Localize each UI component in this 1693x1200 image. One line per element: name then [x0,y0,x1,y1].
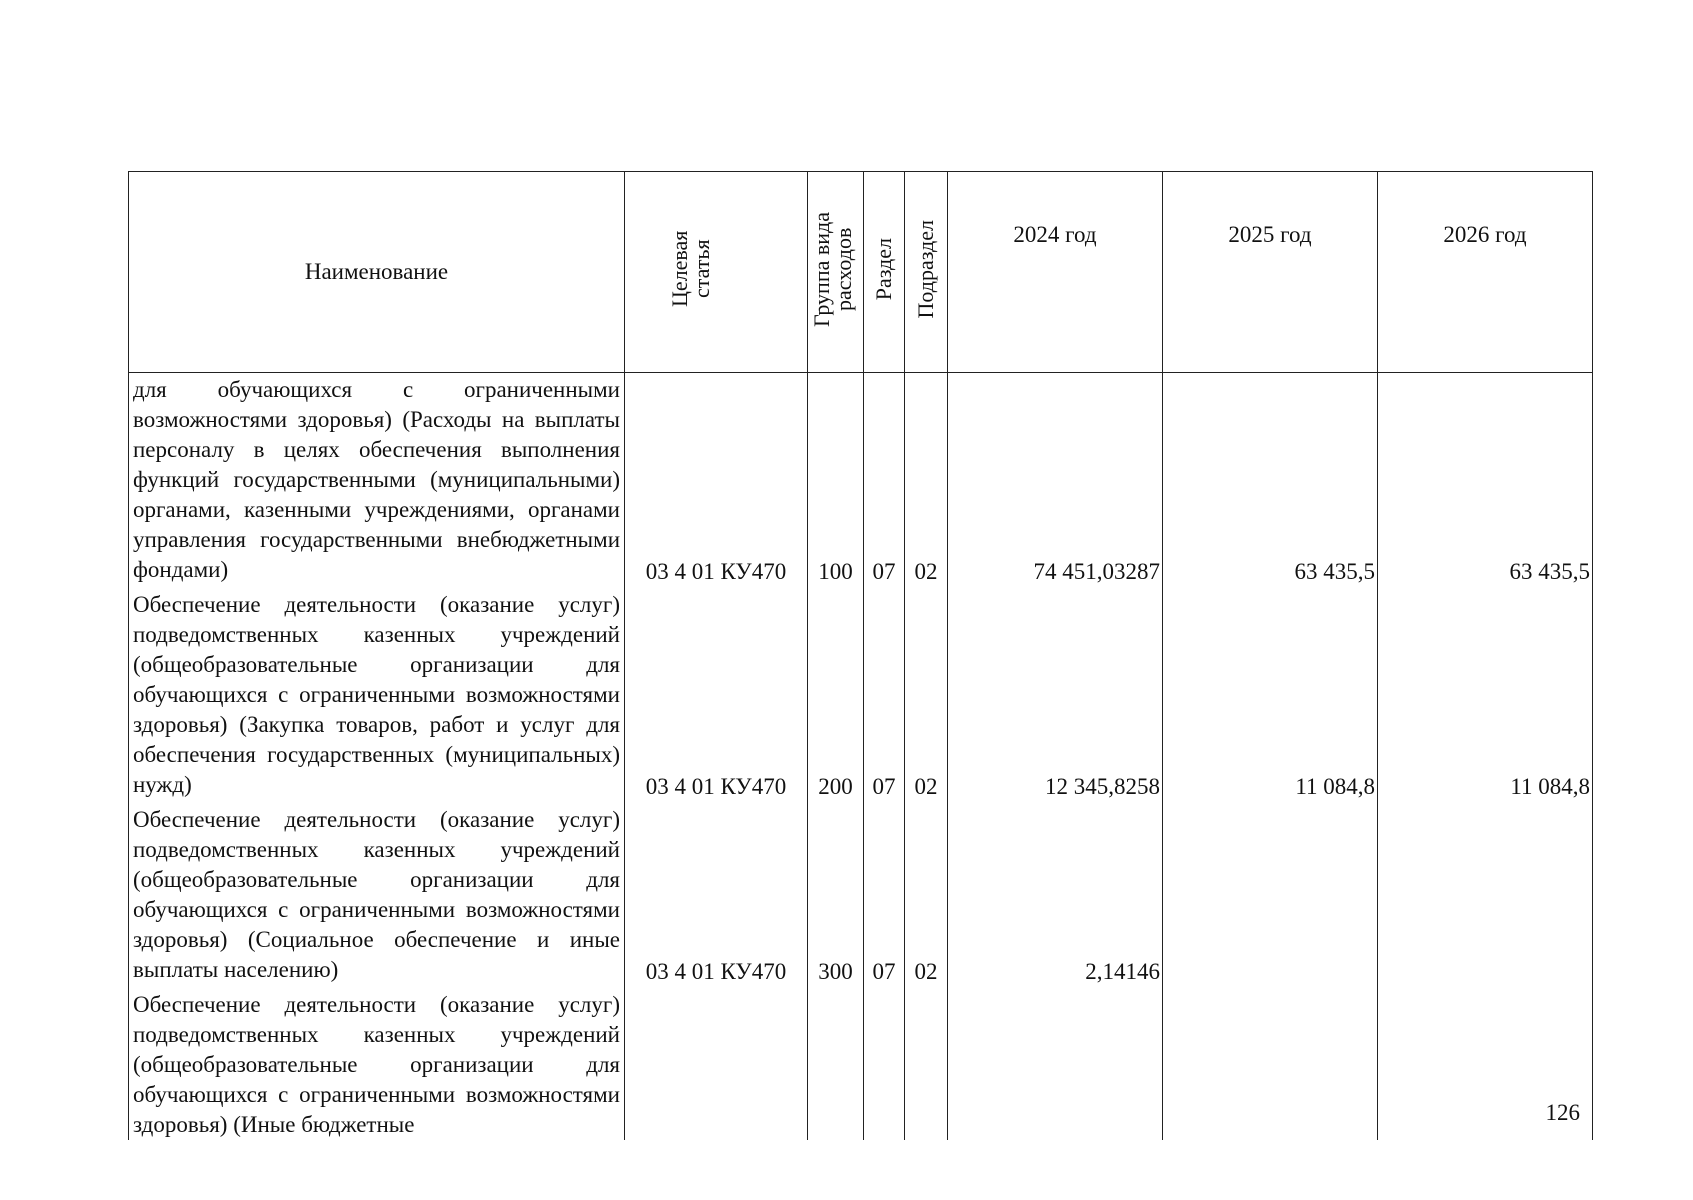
row-amount-2025: 11 084,8 [1163,588,1378,803]
row-target-article: 03 4 01 КУ470 [625,803,808,988]
header-2024: 2024 год [948,172,1163,373]
row-expense-group: 100 [808,373,864,589]
header-target-article: Целевая статья [625,172,808,373]
row-section: 07 [864,588,905,803]
row-amount-2025 [1163,803,1378,988]
header-2025: 2025 год [1163,172,1378,373]
header-expense-group: Группа вида расходов [808,172,864,373]
page-number: 126 [1545,1100,1580,1125]
row-amount-2024: 2,14146 [948,803,1163,988]
row-target-article: 03 4 01 КУ470 [625,588,808,803]
table-header [129,172,1593,373]
row-amount-2026: 63 435,5 [1378,373,1593,589]
header-subsection: Подраздел [905,172,948,373]
row-section [864,988,905,1140]
row-name: Обеспечение деятельности (оказание услуг) подведомственных казенных учреждений (общеобразовательные организации для обучающихся с ограниченными возможностями здоровья) (Закупка товаров, работ и услуг для обеспечения государственных (муниципальных) нужд) [129,588,625,803]
table-body [129,373,1593,1141]
row-section: 07 [864,373,905,589]
row-name: для обучающихся с ограниченными возможностями здоровья) (Расходы на выплаты персоналу в целях обеспечения выполнения функций государственными (муниципальными) органами, казенными учреждениями, органами управления государственными внебюджетными фондами) [129,373,625,589]
header-2026: 2026 год [1378,172,1593,373]
row-subsection: 02 [905,373,948,589]
row-target-article [625,988,808,1140]
row-expense-group: 200 [808,588,864,803]
row-amount-2025 [1163,988,1378,1140]
table-row [129,988,1593,1140]
row-subsection [905,988,948,1140]
row-expense-group [808,988,864,1140]
header-name: Наименование [129,172,625,373]
row-amount-2024: 12 345,8258 [948,588,1163,803]
row-name: Обеспечение деятельности (оказание услуг) подведомственных казенных учреждений (общеобразовательные организации для обучающихся с ограниченными возможностями здоровья) (Иные бюджетные [129,988,625,1140]
table-row [129,803,1593,988]
row-amount-2024: 74 451,03287 [948,373,1163,589]
header-section: Раздел [864,172,905,373]
row-subsection: 02 [905,803,948,988]
row-amount-2026 [1378,803,1593,988]
budget-table [128,171,1593,1140]
row-target-article: 03 4 01 КУ470 [625,373,808,589]
table-row [129,588,1593,803]
row-subsection: 02 [905,588,948,803]
table-row [129,373,1593,589]
row-amount-2025: 63 435,5 [1163,373,1378,589]
row-name: Обеспечение деятельности (оказание услуг) подведомственных казенных учреждений (общеобразовательные организации для обучающихся с ограниченными возможностями здоровья) (Социальное обеспечение и иные выплаты населению) [129,803,625,988]
row-amount-2026: 11 084,8 [1378,588,1593,803]
row-amount-2024 [948,988,1163,1140]
row-expense-group: 300 [808,803,864,988]
row-section: 07 [864,803,905,988]
